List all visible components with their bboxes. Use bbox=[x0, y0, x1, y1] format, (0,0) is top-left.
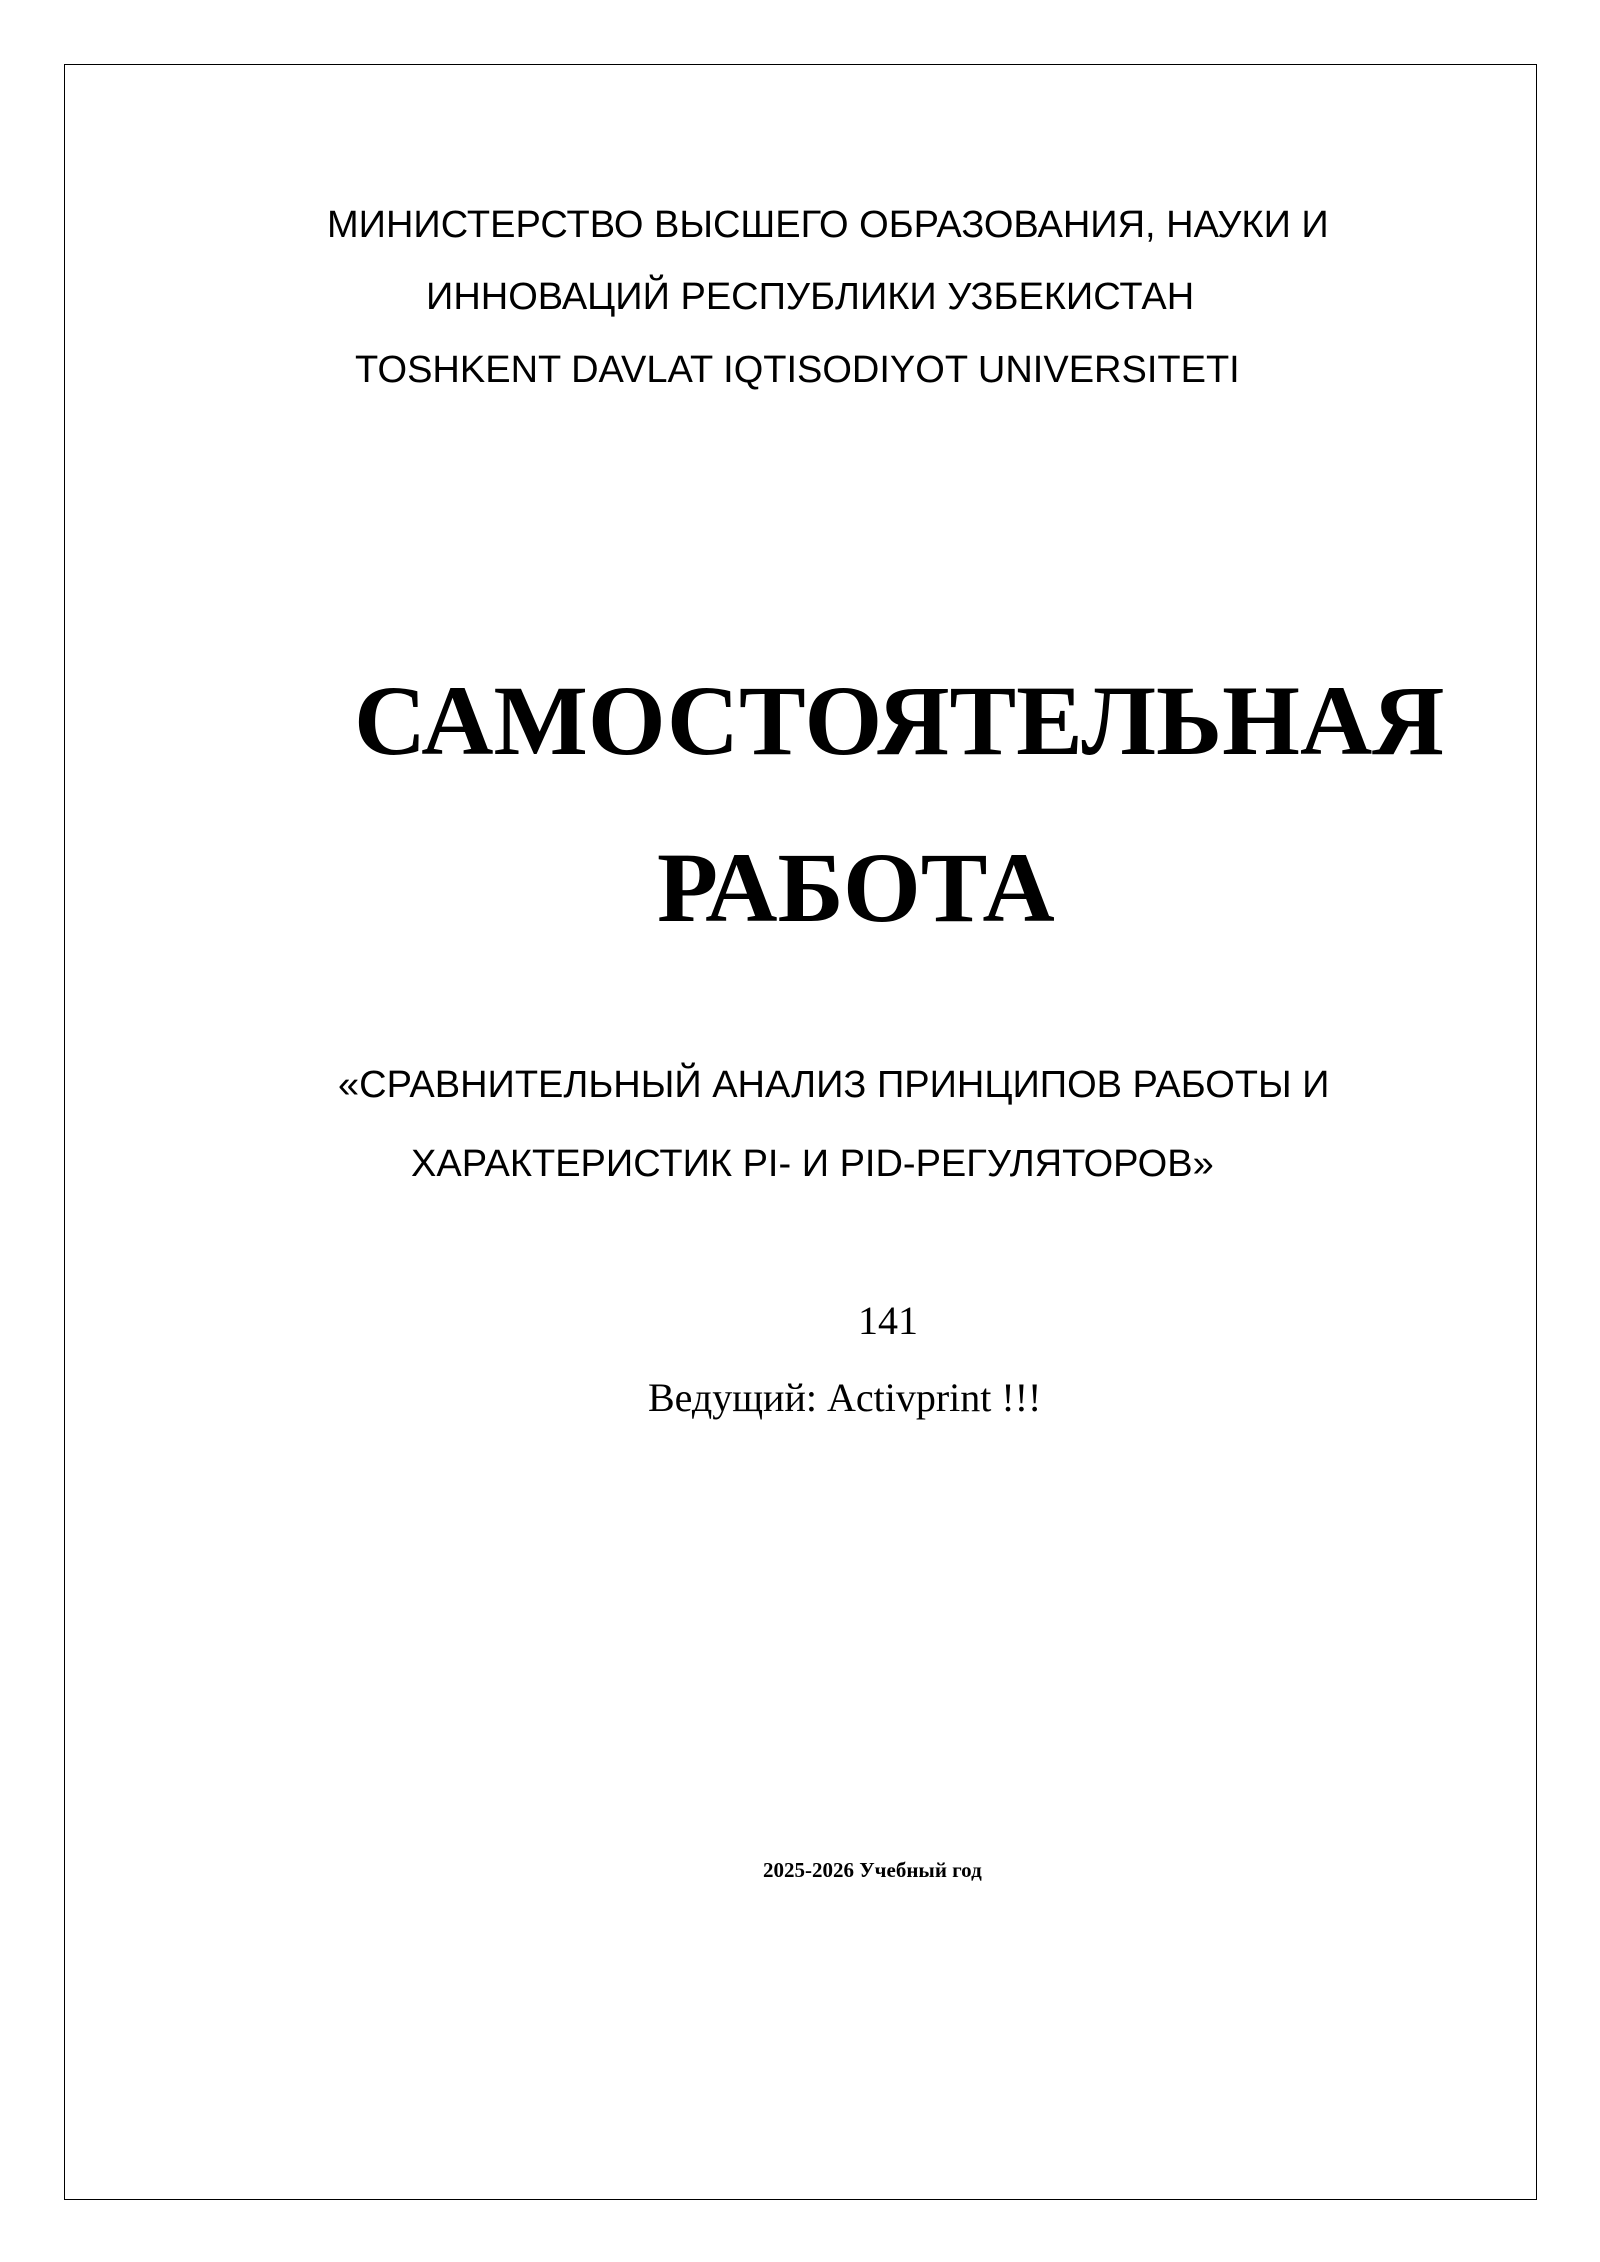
leader-line: Ведущий: Activprint !!! bbox=[648, 1375, 1042, 1420]
topic-line-2: ХАРАКТЕРИСТИК PI- И PID-РЕГУЛЯТОРОВ» bbox=[411, 1143, 1214, 1185]
topic-line-1: «СРАВНИТЕЛЬНЫЙ АНАЛИЗ ПРИНЦИПОВ РАБОТЫ И bbox=[338, 1064, 1330, 1106]
academic-year: 2025-2026 Учебный год bbox=[763, 1858, 982, 1882]
document-title-line-2: РАБОТА bbox=[657, 832, 1055, 943]
ministry-line-1: МИНИСТЕРСТВО ВЫСШЕГО ОБРАЗОВАНИЯ, НАУКИ И bbox=[327, 204, 1329, 246]
group-number: 141 bbox=[858, 1298, 918, 1343]
document-title-line-1: САМОСТОЯТЕЛЬНАЯ bbox=[354, 665, 1445, 776]
ministry-line-2: ИННОВАЦИЙ РЕСПУБЛИКИ УЗБЕКИСТАН bbox=[426, 276, 1195, 318]
university-name: TOSHKENT DAVLAT IQTISODIYOT UNIVERSITETI bbox=[355, 349, 1240, 391]
